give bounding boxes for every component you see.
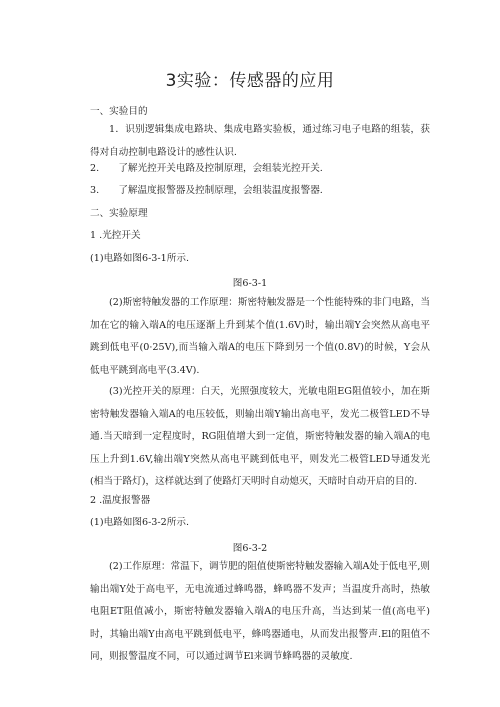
section-heading-principles: 二、实验原理 [90, 208, 148, 219]
objective-paragraph-3: 3. 了解温度报警器及控制原理，会组装温度报警器. [90, 185, 323, 196]
subsection-heading-temperature-alarm: 2 .温度报警器 [90, 495, 151, 506]
figure-caption-2: 图6-3-2 [232, 543, 268, 554]
objective-paragraph-2: 2. 了解光控开关电路及控制原理，会组装光控开关. [90, 163, 323, 174]
paragraph-schmitt-trigger-principle: (2)斯密特触发器的工作原理：斯密特触发器是一个性能特殊的非门电路，当加在它的输入端A的电压逐渐上升到某个值(1.6V)时，输出端Y会突然从高电平跳到低电平(0·25V),而当输入端A的电压下降到另一个值(0.8V)的时候，Y会从低电平跳到高电平(3.4V). [90, 297, 430, 376]
paragraph-light-switch-principle: (3)光控开关的原理：白天，光照强度较大，光敏电阻EG阻值较小，加在斯密特触发器输入端A的电压较低，则输出端Y输出高电平，发光二极管LED不导通.当天暗到一定程度时，RG阻值增大到一定值，斯密特触发器的输入端A的电压上升到1.6V,输出端Y突然从高电平跳到低电平，则发光二极管LED导通发光(相当于路灯)，这样就达到了使路灯天明时自动熄灭，天暗时自动开启的目的. [90, 386, 430, 487]
paragraph-circuit-figure-1: (1)电路如图6-3-1所示. [90, 253, 189, 264]
section-heading-objectives: 一、实验目的 [90, 106, 148, 117]
paragraph-circuit-figure-2: (1)电路如图6-3-2所示. [90, 517, 189, 528]
figure-caption-1: 图6-3-1 [232, 278, 268, 289]
paragraph-temperature-alarm-principle: (2)工作原理：常温下，调节肥的阻值使斯密特触发器输入端A处于低电平,则输出端Y处于高电平，无电流通过蜂鸣器，蜂鸣器不发声；当温度升高时，热敏电阻ET阻值减小，斯密特触发器输入端A的电压升高，当达到某一值(高电平)时，其输出端Y由高电平跳到低电平，蜂鸣器通电，从而发出报警声.El的阻值不同，则报警温度不同，可以通过调节El来调节蜂鸣器的灵敏度. [90, 561, 430, 662]
objective-paragraph-1: 1．识别逻辑集成电路块、集成电路实验板，通过练习电子电路的组装，获得对自动控制电路设计的感性认识. [90, 124, 430, 158]
page-title: 3实验：传感器的应用 [165, 71, 335, 91]
subsection-heading-light-switch: 1 .光控开关 [90, 230, 141, 241]
